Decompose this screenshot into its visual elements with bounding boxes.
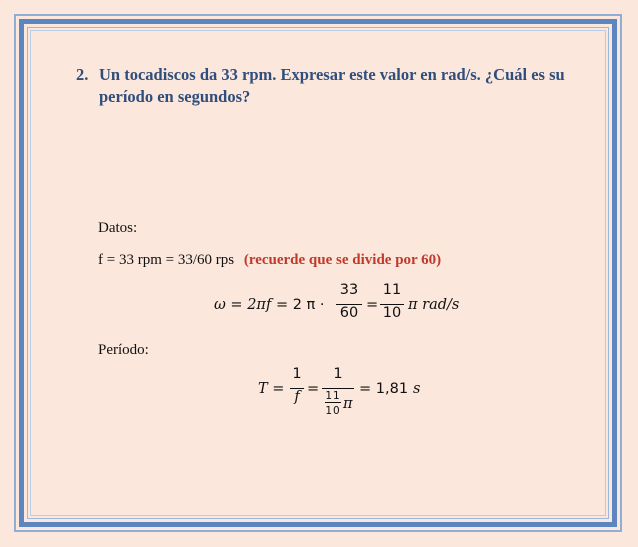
- problem-number: 2.: [76, 65, 89, 84]
- T-frac2-num: 1: [333, 366, 343, 382]
- omega-lhs: ω = 2π: [214, 297, 266, 313]
- omega-f: f: [265, 297, 272, 313]
- T-frac1-den: f: [294, 389, 300, 405]
- T-inner-bar: [325, 402, 341, 403]
- problem-text: Un tocadiscos da 33 rpm. Expresar este valor en rad/s. ¿Cuál es su período en segundos?: [99, 65, 565, 106]
- T-unit: s: [413, 381, 421, 397]
- T-equals: =: [307, 381, 320, 397]
- frequency-line: [98, 252, 441, 269]
- T-frac2-bar: [322, 388, 354, 389]
- frac2-num: 11: [382, 282, 402, 298]
- hint-text: (recuerde que se divide por 60): [243, 252, 442, 268]
- T-lhs: T =: [258, 381, 285, 397]
- T-frac1-bar: [290, 388, 304, 389]
- T-result: = 1,81: [359, 381, 409, 397]
- T-fraction-complex: [322, 366, 354, 382]
- frequency-text: f = 33 rpm = 33/60 rps: [98, 252, 235, 268]
- fraction-33-60: [336, 282, 362, 321]
- fraction-11-10: [380, 282, 404, 321]
- frac1-den: 60: [339, 305, 359, 321]
- frac1-num: 33: [339, 282, 359, 298]
- omega-equation: [214, 297, 324, 313]
- periodo-label: Período:: [98, 342, 149, 358]
- T-inner-den: 10: [325, 405, 341, 417]
- omega-unit: π rad/s: [408, 297, 460, 313]
- frac2-den: 10: [382, 305, 402, 321]
- T-inner-pi: π: [343, 396, 353, 412]
- equals-1: =: [366, 297, 379, 313]
- frac2-bar: [380, 304, 404, 305]
- problem-statement: [76, 64, 576, 108]
- T-fraction-1-f: [290, 366, 304, 405]
- datos-label: Datos:: [98, 220, 138, 236]
- frac1-bar: [336, 304, 362, 305]
- T-inner-num: 11: [325, 390, 341, 402]
- omega-eq: = 2 π ·: [275, 297, 325, 313]
- T-frac1-num: 1: [292, 366, 302, 382]
